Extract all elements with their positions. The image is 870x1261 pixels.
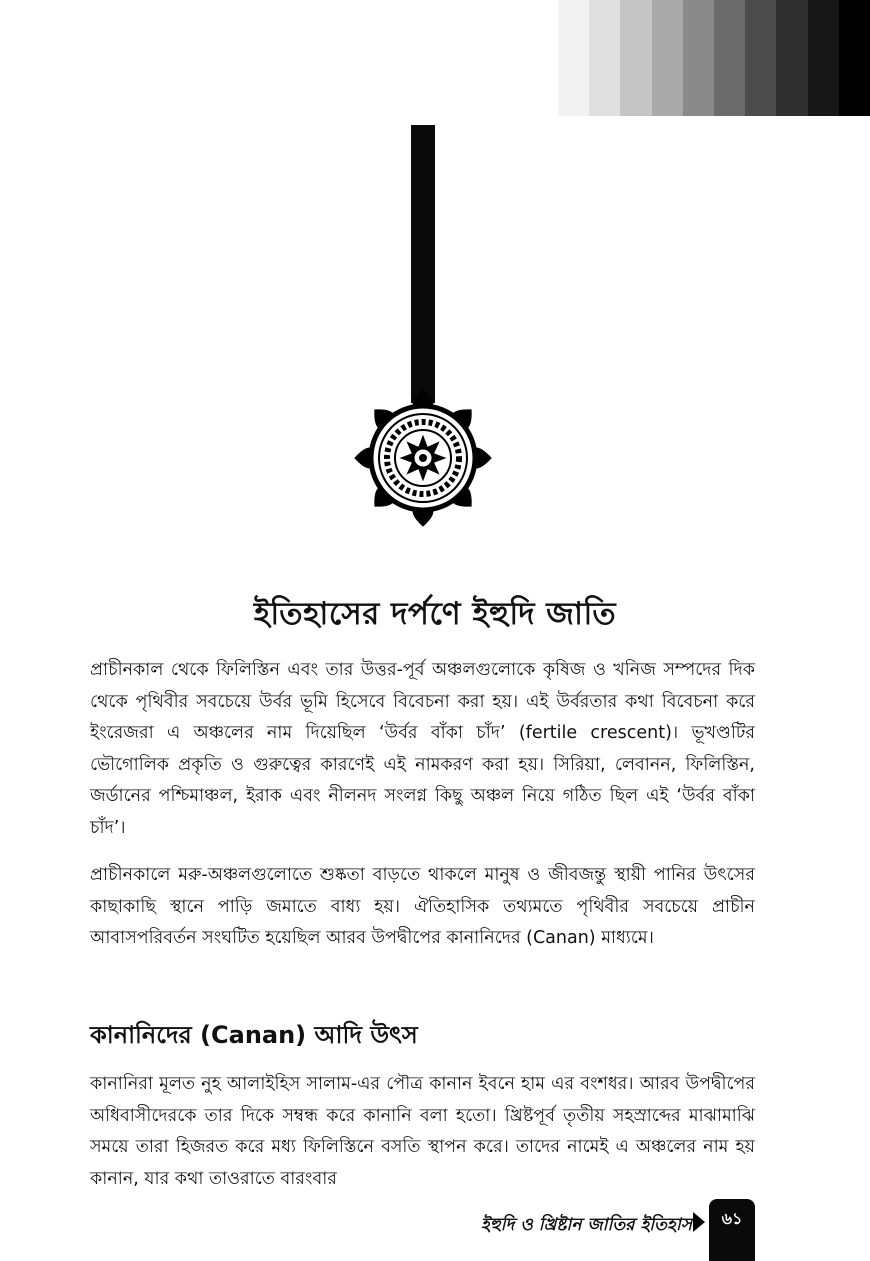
color-calibration-strip [558, 0, 870, 116]
gray-swatch [558, 0, 589, 116]
mandala-icon [350, 385, 496, 531]
gray-swatch [745, 0, 776, 116]
arrow-right-icon [693, 1212, 705, 1232]
decorative-pole [411, 125, 435, 403]
gray-swatch [839, 0, 870, 116]
page-number: ৬১ [721, 1209, 743, 1228]
gray-swatch [808, 0, 839, 116]
gray-swatch [776, 0, 807, 116]
paragraph: কানানিরা মূলত নুহ আলাইহিস সালাম-এর পৌত্র কানান ইবনে হাম এর বংশধর। আরব উপদ্বীপের অধিবাসীদেরকে তার দিকে সম্বন্ধ করে কানানি বলা হতো। খ্রিষ্টপূর্ব তৃতীয় সহস্রাব্দের মাঝামাঝি সময়ে তারা হিজরত করে মধ্য ফিলিস্তিনে বসতি স্থাপন করে। তাদের নামেই এ অঞ্চলের নাম হয় কানান, যার কথা তাওরাতে বারংবার [90, 1074, 755, 1189]
chapter-title: ইতিহাসের দর্পণে ইহুদি জাতি [253, 596, 617, 632]
paragraph: প্রাচীনকাল থেকে ফিলিস্তিন এবং তার উত্তর-পূর্ব অঞ্চলগুলোকে কৃষিজ ও খনিজ সম্পদের দিক থেকে পৃথিবীর সবচেয়ে উর্বর ভূমি হিসেবে বিবেচনা করা হয়। এই উর্বরতার কথা বিবেচনা করে ইংরেজরা এ অঞ্চলের নাম দিয়েছিল ‘উর্বর বাঁকা চাঁদ’ (fertile crescent)। ভূখণ্ডটির ভৌগোলিক প্রকৃতি ও গুরুত্বের কারণেই এই নামকরণ করা হয়। সিরিয়া, লেবানন, ফিলিস্তিন, জর্ডানের পশ্চিমাঞ্চল, ইরাক এবং নীলনদ সংলগ্ন কিছু অঞ্চল নিয়ে গঠিত ছিল এই ‘উর্বর বাঁকা চাঁদ’। [90, 660, 755, 838]
gray-swatch [620, 0, 651, 116]
gray-swatch [714, 0, 745, 116]
section-heading: কানানিদের (Canan) আদি উৎস [90, 1021, 418, 1049]
running-footer-title: ইহুদি ও খ্রিষ্টান জাতির ইতিহাস [480, 1215, 692, 1235]
gray-swatch [683, 0, 714, 116]
gray-swatch [652, 0, 683, 116]
gray-swatch [589, 0, 620, 116]
paragraph: প্রাচীনকালে মরু-অঞ্চলগুলোতে শুষ্কতা বাড়তে থাকলে মানুষ ও জীবজন্তু স্থায়ী পানির উৎসের কাছাকাছি স্থানে পাড়ি জমাতে বাধ্য হয়। ঐতিহাসিক তথ্যমতে পৃথিবীর সবচেয়ে প্রাচীন আবাসপরিবর্তন সংঘটিত হয়েছিল আরব উপদ্বীপের কানানিদের (Canan) মাধ্যমে। [90, 865, 755, 948]
